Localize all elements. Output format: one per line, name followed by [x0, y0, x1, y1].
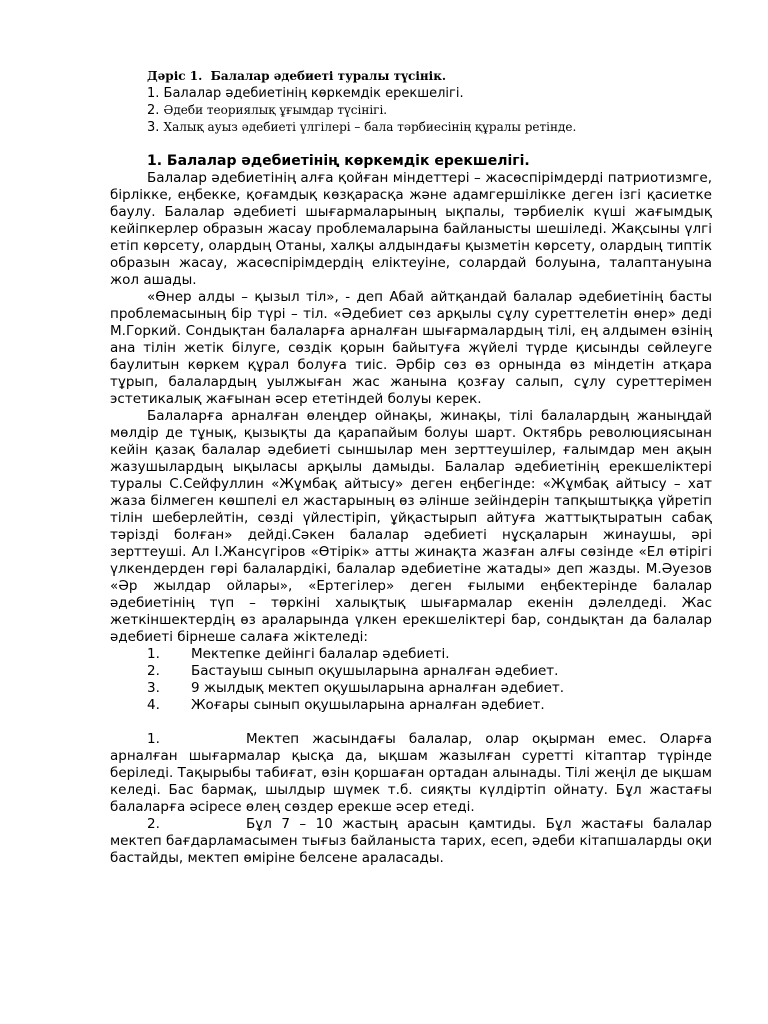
numbered-paragraph-number: 1.	[147, 731, 160, 747]
list-item-text: Жоғары сынып оқушыларына арналған әдебиет.	[191, 697, 545, 713]
outline-item-text: Балалар әдебиетінің көркемдік ерекшелігі.	[163, 86, 464, 101]
outline-item-number: 1.	[147, 86, 160, 101]
outline-item	[147, 102, 707, 119]
list-item-text: Мектепке дейінгі балалар әдебиеті.	[191, 646, 450, 662]
outline-item-text: Халық ауыз әдебиеті үлгілері – бала тәрбиесінің құралы ретінде.	[163, 120, 577, 134]
numbered-paragraph-text: Мектеп жасындағы балалар, олар оқырман емес. Оларға арналған шығармалар қысқа да, ықшам жазылған суретті кітаптар түрінде беріледі. Тақырыбы табиғат, өзін қоршаған ортадан алынады. Тілі жеңіл де ықшам келеді. Бас бармақ, шылдыр шүмек т.б. сияқты күлдіртіп ойнату. Бұл жастағы балаларға әсіресе өлең сөздер ерекше әсер етеді.	[110, 731, 712, 815]
paragraph: «Өнер алды – қызыл тіл», - деп Абай айтқандай балалар әдебиетінің басты проблемасының бір түрі – тіл. «Әдебиет сөз арқылы сұлу суреттелетін өнер» деді М.Горкий. Сондықтан балаларға арналған шығармалардың тілі, ең алдымен өзінің ана тілін жетік білуге, сөздік қорын байытуға жүйелі түрде қисынды сөйлеуге баулитын көркем құрал болуға тиіс. Әрбір сөз өз орнында өз міндетін атқара тұрып, балалардың уылжыған жас жанына қозғау салып, сұлу суреттерімен эстетикалық жағынан әсер ететіндей болуы керек.	[110, 289, 712, 407]
outline-item-number: 2.	[147, 103, 160, 118]
lecture-title: Дәріс 1. Балалар әдебиеті туралы түсінік.	[147, 69, 447, 83]
numbered-paragraph	[110, 816, 712, 867]
section-body	[110, 153, 712, 867]
section-heading: 1. Балалар әдебиетінің көркемдік ерекшелігі.	[147, 153, 530, 169]
numbered-paragraph	[110, 731, 712, 816]
list-item	[110, 680, 712, 697]
paragraph: Балаларға арналған өлеңдер ойнақы, жинақы, тілі балалардың жаныңдай мөлдір де тұнық, қызықты да қарапайым болуы шарт. Октябрь революциясынан кейін қазақ балалар әдебиеті сыншылар мен зерттеушілер, ғалымдар мен ақын жазушылардың ықыласы арқылы дамыды. Балалар әдебиетінің ерекшеліктері туралы С.Сейфуллин «Жұмбақ айтысу» деген еңбегінде: «Жұмбақ айтысу – хат жаза білмеген көшпелі ел жастарының өз әлінше зейіндерін тапқыштыққа үйретіп тілін шеберлейтін, сөзді үйлестіріп, ұйқастырып айтуға жаттықтыратын сабақ тәрізді болған» дейді.Сәкен балалар әдебиеті нұсқаларын жинаушы, әрі зерттеуші. Ал І.Жансүгіров «Өтірік» атты жинақта жазған алғы сөзінде «Ел өтірігі үлкендерден гөрі балалардікі, балалар әдебиетіне жатады» деп жазды. М.Әуезов «Әр жылдар ойлары», «Ертегілер» деген ғылыми еңбектерінде балалар әдебиетінің түп – төркіні халықтық шығармалар екенін дәлелдеді. Жас жеткіншектердің өз араларында үлкен ерекшеліктері бар, сондықтан да балалар әдебиеті бірнеше салаға жіктеледі:	[110, 408, 712, 645]
outline-item	[147, 85, 707, 102]
numbered-paragraph-text: Бұл 7 – 10 жастың арасын қамтиды. Бұл жастағы балалар мектеп бағдарламасымен тығыз байланыста тарих, есеп, әдеби кітапшаларды оқи бастайды, мектеп өміріне белсене араласады.	[110, 816, 712, 866]
paragraph: Балалар әдебиетінің алға қойған міндеттері – жасөспірімдерді патриотизмге, бірлікке, еңбекке, қоғамдық көзқарасқа және адамгершілікке деген ізгі қасиетке баулу. Балалар әдебиеті шығармаларының ықпалы, тәрбиелік күші жағымдық кейіпкерлер образын жасау проблемаларына байланысты шешіледі. Жақсыны үлгі етіп көрсету, олардың Отаны, халқы алдындағы қызметін көрсету, олардың типтік образын жасау, жасөспірімдердің еліктеуіне, солардай болуына, талаптануына жол ашады.	[110, 170, 712, 288]
list-item	[110, 663, 712, 680]
category-list	[110, 646, 712, 714]
blank-line	[110, 714, 712, 731]
lecture-outline	[147, 85, 707, 136]
outline-item	[147, 119, 707, 136]
list-item-number: 3.	[147, 680, 160, 696]
outline-item-text: Әдеби теориялық ұғымдар түсінігі.	[163, 103, 388, 117]
outline-item-number: 3.	[147, 120, 160, 135]
numbered-paragraph-number: 2.	[147, 816, 160, 832]
list-item	[110, 646, 712, 663]
list-item-number: 2.	[147, 663, 160, 679]
list-item	[110, 697, 712, 714]
list-item-text: 9 жылдық мектеп оқушыларына арналған әдебиет.	[191, 680, 565, 696]
list-item-number: 1.	[147, 646, 160, 662]
list-item-text: Бастауыш сынып оқушыларына арналған әдебиет.	[191, 663, 559, 679]
list-item-number: 4.	[147, 697, 160, 713]
